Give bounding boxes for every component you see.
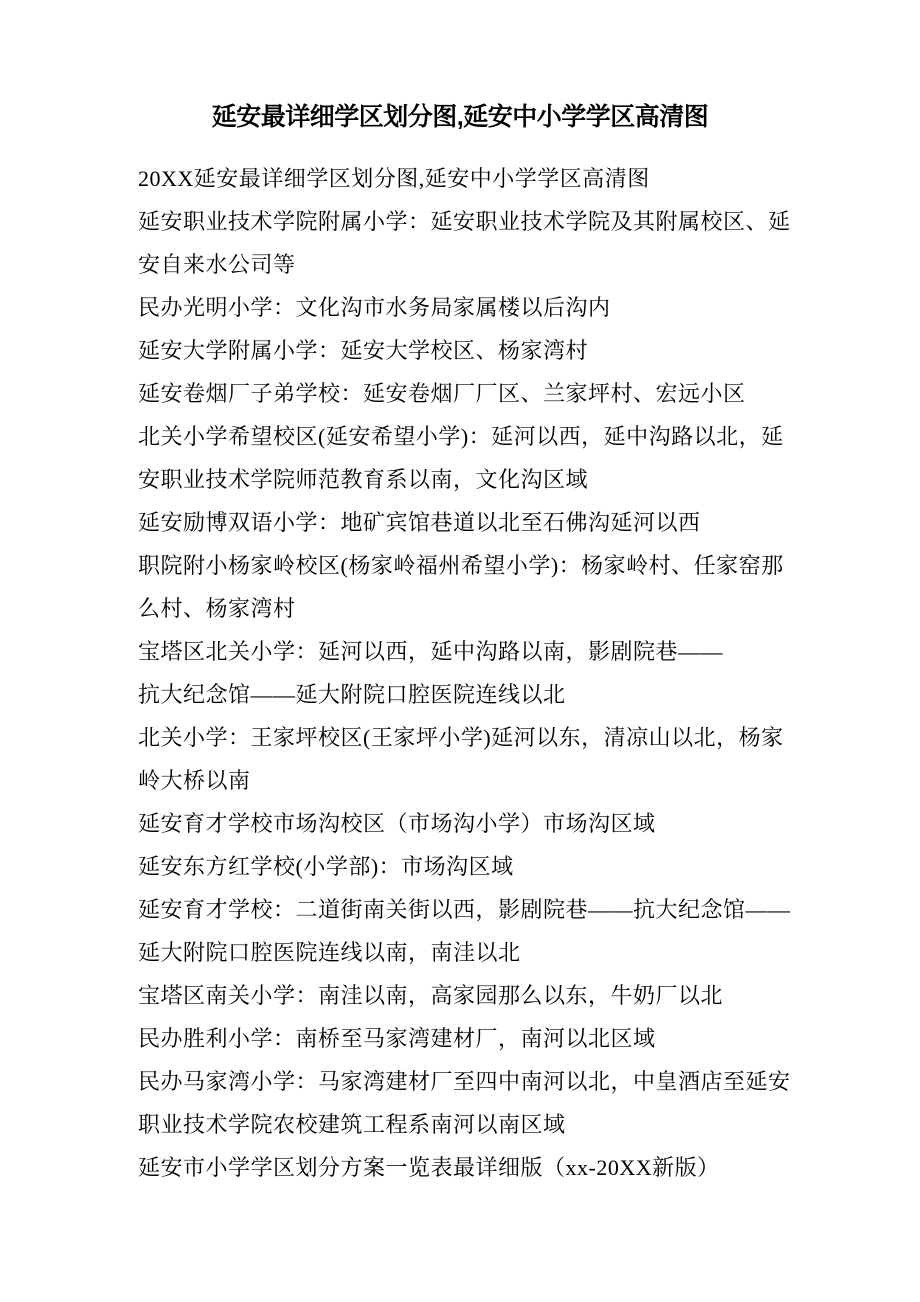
text-line: 民办胜利小学：南桥至马家湾建材厂，南河以北区域 <box>138 1026 656 1051</box>
text-line: 宝塔区南关小学：南洼以南，高家园那么以东，牛奶厂以北 <box>138 983 724 1008</box>
text-line: 安职业技术学院师范教育系以南，文化沟区域 <box>138 467 589 492</box>
text-line: 抗大纪念馆——延大附院口腔医院连线以北 <box>138 682 566 707</box>
text-line: 延安励博双语小学：地矿宾馆巷道以北至石佛沟延河以西 <box>138 510 701 535</box>
text-line: 20XX延安最详细学区划分图,延安中小学学区高清图 <box>138 166 650 191</box>
text-line: 岭大桥以南 <box>138 768 251 793</box>
text-line: 北关小学：王家坪校区(王家坪小学)延河以东，清凉山以北，杨家 <box>138 725 784 750</box>
document-body <box>138 157 798 1189</box>
text-line: 宝塔区北关小学：延河以西，延中沟路以南，影剧院巷—— <box>138 639 724 664</box>
text-line: 延安东方红学校(小学部)：市场沟区域 <box>138 854 514 879</box>
text-line: 延安卷烟厂子弟学校：延安卷烟厂厂区、兰家坪村、宏远小区 <box>138 381 746 406</box>
text-line: 职院附小杨家岭校区(杨家岭福州希望小学)：杨家岭村、任家窑那 <box>138 553 784 578</box>
text-line: 么村、杨家湾村 <box>138 596 296 621</box>
text-line: 民办光明小学：文化沟市水务局家属楼以后沟内 <box>138 295 611 320</box>
text-line: 职业技术学院农校建筑工程系南河以南区域 <box>138 1112 566 1137</box>
text-line: 北关小学希望校区(延安希望小学)：延河以西，延中沟路以北，延 <box>138 424 784 449</box>
text-line: 延安大学附属小学：延安大学校区、杨家湾村 <box>138 338 589 363</box>
text-line: 延大附院口腔医院连线以南，南洼以北 <box>138 940 521 965</box>
text-line: 延安市小学学区划分方案一览表最详细版（xx-20XX新版） <box>138 1155 720 1180</box>
text-line: 民办马家湾小学：马家湾建材厂至四中南河以北，中皇酒店至延安 <box>138 1069 791 1094</box>
text-line: 延安职业技术学院附属小学：延安职业技术学院及其附属校区、延 <box>138 209 791 234</box>
text-line: 延安育才学校市场沟校区（市场沟小学）市场沟区域 <box>138 811 656 836</box>
document-title: 延安最详细学区划分图,延安中小学学区高清图 <box>211 103 709 131</box>
text-line: 安自来水公司等 <box>138 252 296 277</box>
text-line: 延安育才学校：二道街南关街以西，影剧院巷——抗大纪念馆—— <box>138 897 791 922</box>
